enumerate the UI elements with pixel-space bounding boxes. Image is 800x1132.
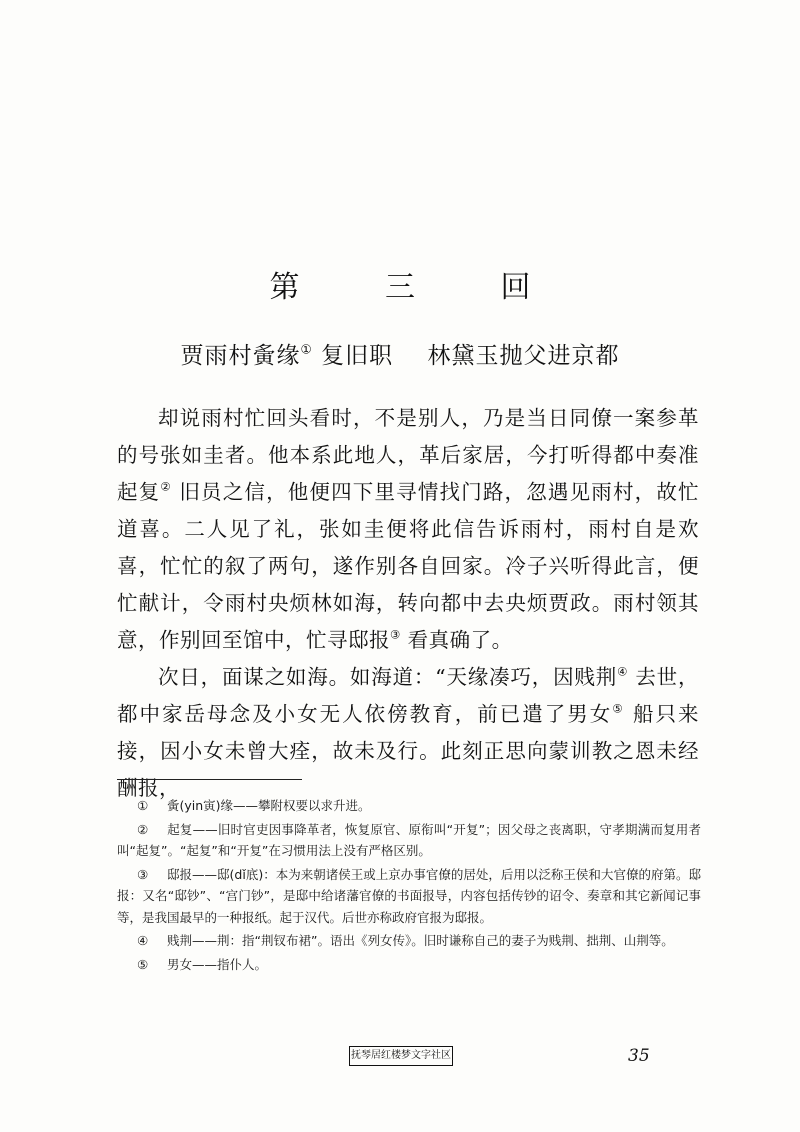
- watermark-stamp: 抚琴居红楼梦文字社区: [349, 1046, 453, 1066]
- footnote-ref-5: ⑤: [612, 702, 625, 716]
- chapter-subtitle: [0, 337, 800, 370]
- footnote-text: 夤(yin寅)缘——攀附权要以求升进。: [167, 798, 371, 813]
- footnote-5: [117, 954, 701, 976]
- paragraph-1-text-b: 旧员之信，他便四下里寻情找门路，忽遇见雨村，故忙道喜。二人见了礼，张如圭便将此信告诉雨村，雨村自是欢喜，忙忙的叙了两句，遂作别各自回家。冷子兴听得此言，便忙献计，令雨村央烦林如海，转向都中去央烦贾政。雨村领其意，作别回至馆中，忙寻邸报: [117, 480, 700, 652]
- subtitle-part-2: 复旧职: [321, 343, 394, 369]
- footnote-1: [117, 795, 701, 817]
- paragraph-2-text-b: 去世，都中家岳母念及小女无人依傍教育，前已遣了男女: [117, 665, 699, 726]
- chapter-title: 第 三 回: [269, 270, 569, 305]
- paragraph-2-text-c: 船只来接，因小女未曾大痊，故未及行。此刻正思向蒙训教之恩未经酬报，: [117, 702, 699, 800]
- footnote-text: 男女——指仆人。: [167, 956, 268, 972]
- footnote-text: 贱荆——荆：指“荆钗布裙”。语出《列女传》。旧时谦称自己的妻子为贱荆、拙荆、山荆等。: [167, 933, 674, 948]
- page-number: 35: [628, 1046, 650, 1066]
- footnote-number: ②: [137, 821, 149, 837]
- footnote-3: [117, 864, 701, 929]
- footnote-text: 邸报——邸(dǐ底)：本为来朝诸侯王或上京办事官僚的居处，后用以泛称王侯和大官僚的府第。邸报：又名“邸钞”、“宫门钞”，是邸中给诸藩官僚的书面报导，内容包括传钞的诏令、奏章和其它新闻记事等，是我国最早的一种报纸。起于汉代。后世亦称政府官报为邸报。: [117, 866, 701, 925]
- footnote-ref-1: ①: [300, 341, 313, 357]
- footnote-ref-2: ②: [160, 480, 172, 494]
- footnote-2: [117, 819, 701, 862]
- footnote-text: 起复——旧时官吏因事降革者，恢复原官、原衔叫“开复”；因父母之丧离职，守孝期满而复用者叫“起复”。“起复”和“开复”在习惯用法上没有严格区别。: [117, 821, 701, 858]
- subtitle-part-1: 贾雨村夤缘: [180, 343, 301, 369]
- footnote-number: ⑤: [137, 956, 149, 972]
- footnote-4: [117, 930, 701, 952]
- body-text: [117, 400, 699, 807]
- subtitle-part-3: 林黛玉抛父进京都: [427, 343, 620, 369]
- footnote-ref-4: ④: [617, 665, 628, 679]
- paragraph-1: [117, 400, 699, 659]
- footnote-ref-3: ③: [390, 628, 401, 642]
- footnote-number: ①: [137, 798, 149, 813]
- paragraph-2-text-a: 次日，面谋之如海。如海道：“天缘凑巧，因贱荆: [158, 665, 618, 689]
- paragraph-2: [117, 659, 699, 807]
- paragraph-1-text-c: 看真确了。: [400, 628, 513, 652]
- paragraph-1-text-a: 却说雨村忙回头看时，不是别人，乃是当日同僚一案参革的号张如圭者。他本系此地人，革后家居，今打听得都中奏准起复: [117, 406, 699, 504]
- footnote-number: ④: [137, 933, 149, 948]
- footnotes: [117, 795, 701, 977]
- footnote-divider: [117, 779, 302, 780]
- footnote-number: ③: [137, 866, 149, 882]
